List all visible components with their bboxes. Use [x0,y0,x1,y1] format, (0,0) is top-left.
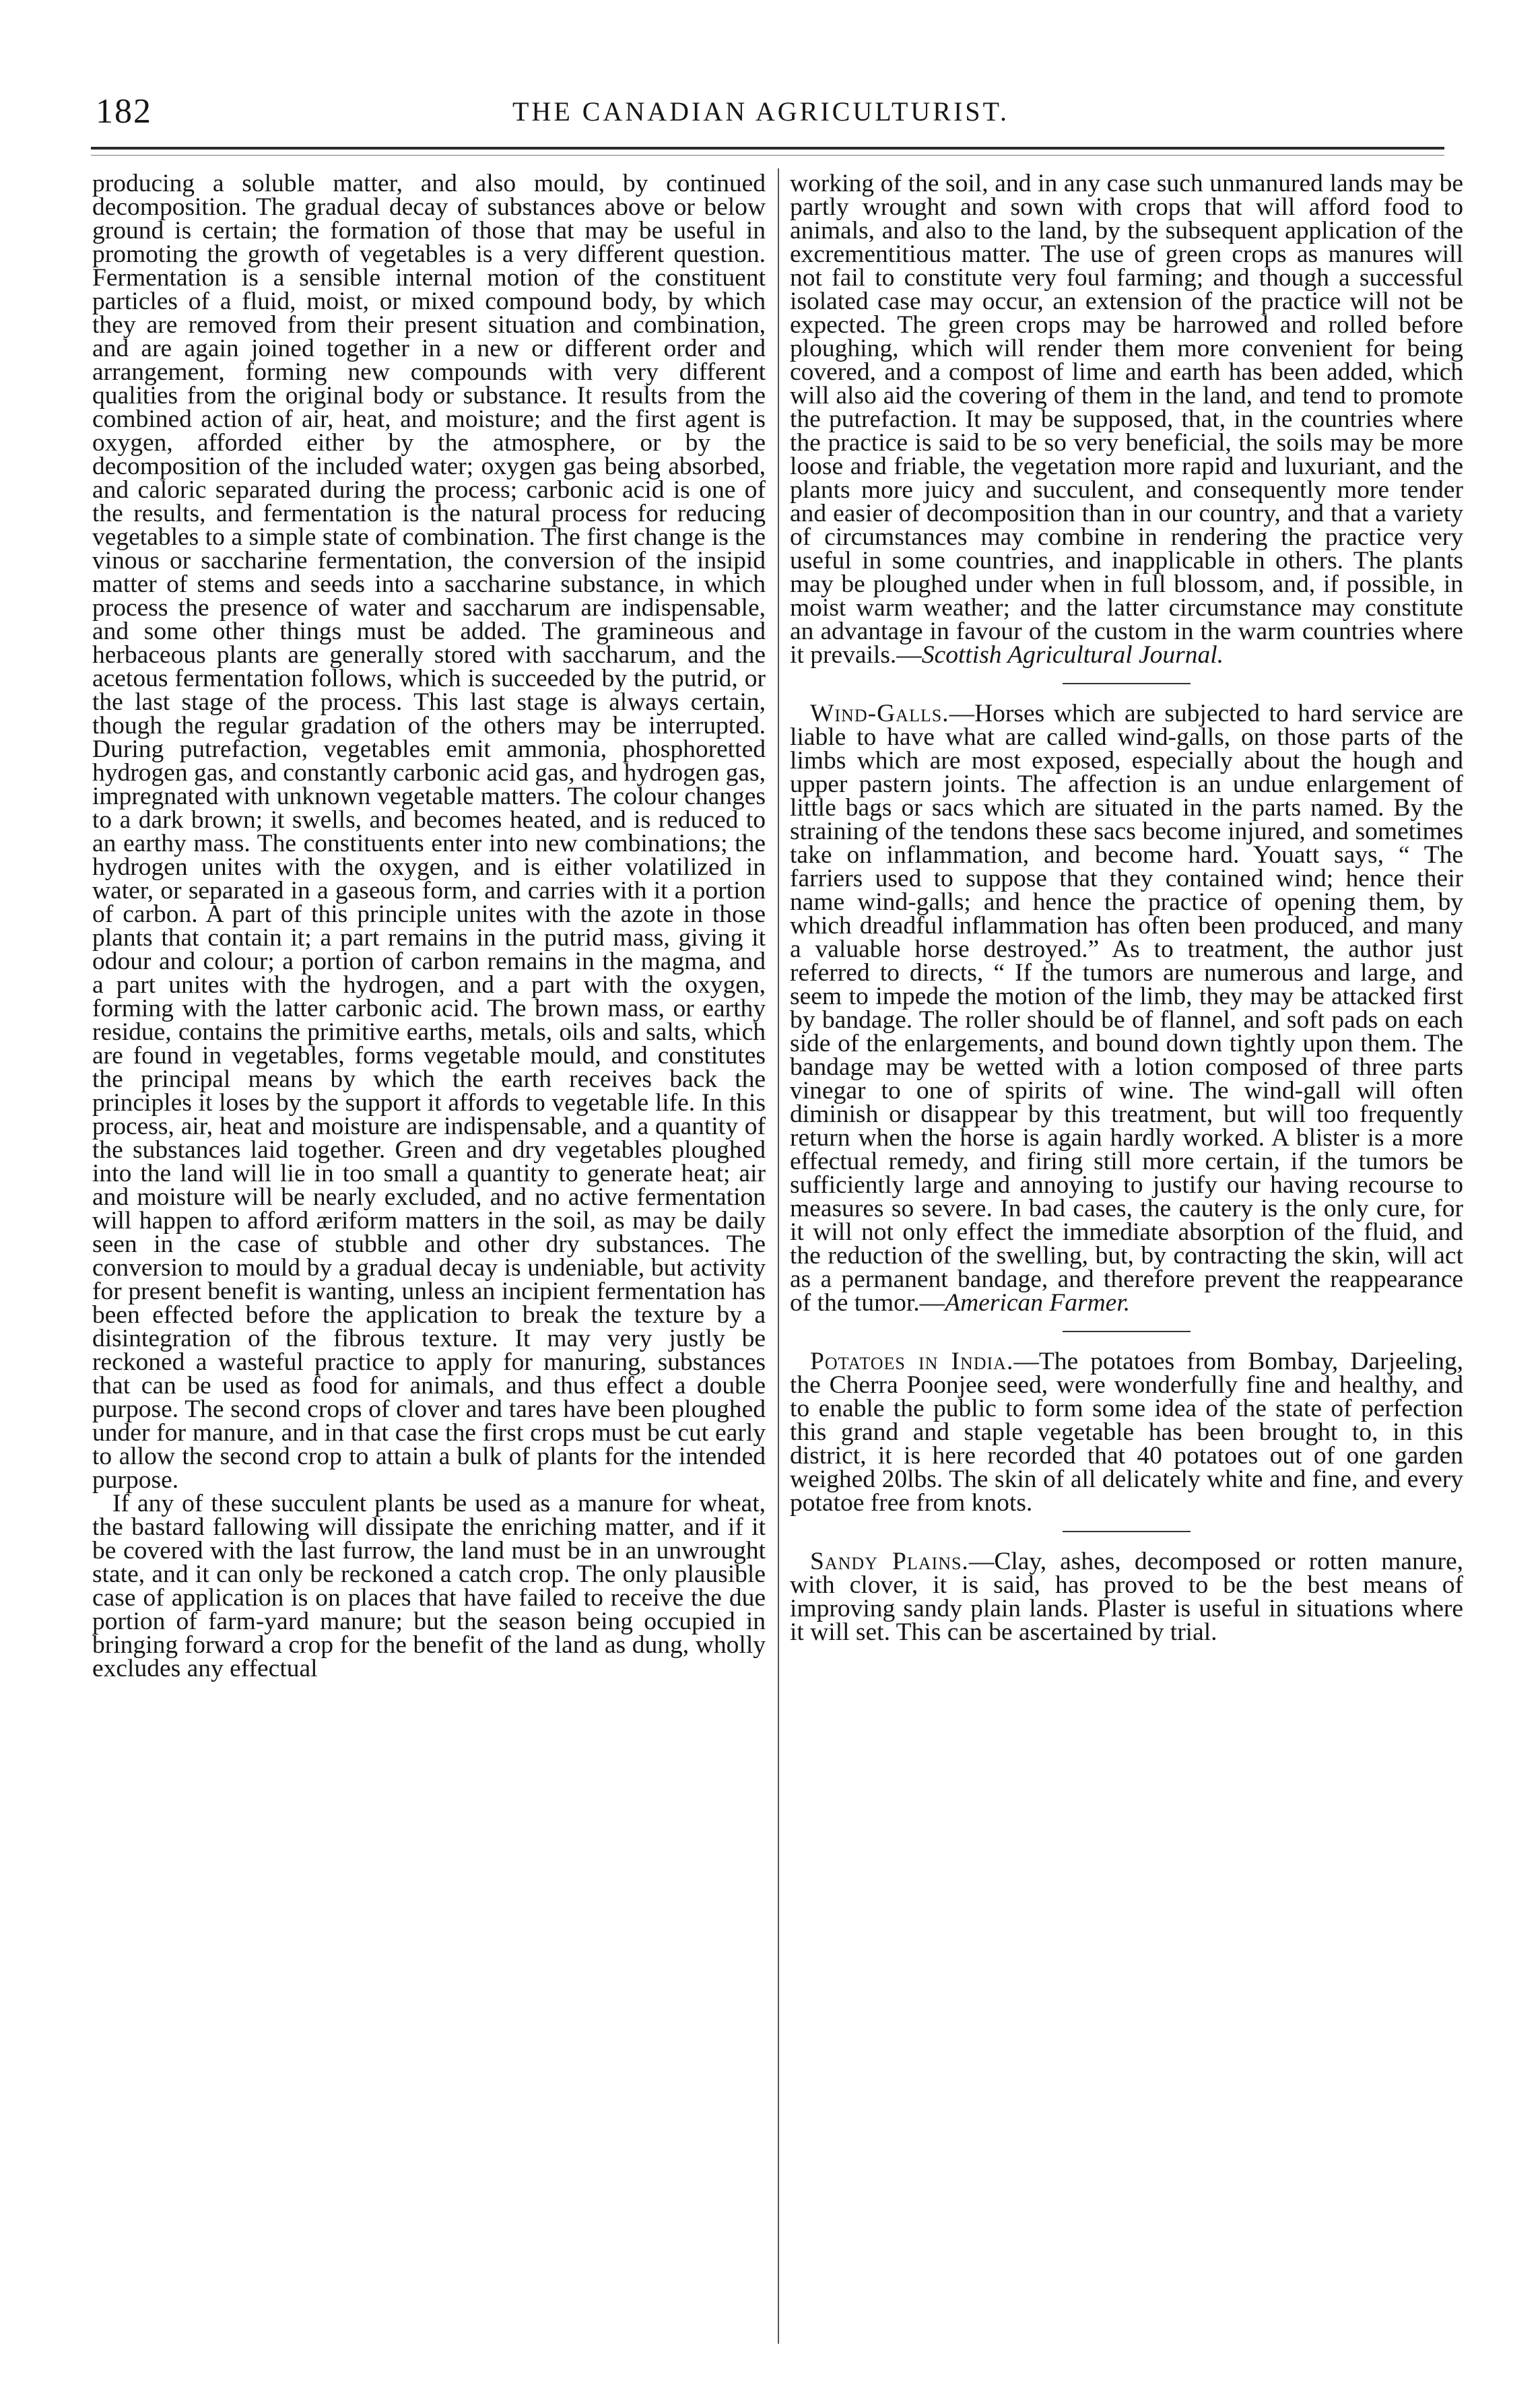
succulent-plants-paragraph: If any of these succulent plants be used as a manure for wheat, the bastard fallowing will dissipate the enriching matter, and if it be covered with the last furrow, the land must be in an unwrought state, and it can only be reckoned a catch crop. The only plausible case of application is on places that have failed to receive the due portion of farm-yard manure; but the season being occupied in bringing forward a crop for the benefit of the land as dung, wholly excludes any effectual [92,1490,766,1682]
header-rule-thin [91,155,1444,156]
manure-continuation [790,172,1463,667]
article-separator [1063,1331,1191,1332]
column-divider [778,168,779,2344]
potatoes-title: Potatoes in India. [810,1348,1014,1375]
page-header [88,86,1434,140]
continuation-text: working of the soil, and in any case such unmanured lands may be partly wrought and sown with crops that will afford food to animals, and also to the land, by the subsequent application of the excrementitious matter. The use of green crops as manures will not fail to constitute very foul farming; and though a successful isolated case may occur, an extension of the practice will not be expected. The green crops may be harrowed and rolled before ploughing, which will render them more convenient for being covered, and a compost of lime and earth has been added, which will also aid the covering of them in the land, and tend to promote the putrefaction. It may be supposed, that, in the countries where the practice is said to be so very beneficial, the soils may be more loose and friable, the vegetation more rapid and luxuriant, and the plants more juicy and succulent, and consequently more tender and easier of decomposition than in our country, and that a variety of circumstances may combine in rendering the practice very useful in some countries, and inapplicable in others. The plants may be ploughed under when in full blossom, and, if possible, in moist warm weather; and the latter circumstance may constitute an advantage in favour of the custom in the warm countries where it prevails.— [790,170,1463,669]
fermentation-paragraph: producing a soluble matter, and also mould, by continued decomposition. The gradual decay of substances above or below ground is certain; the formation of those that may be useful in promoting the growth of vegetables is a very different question. Fermentation is a sensible internal motion of the constituent particles of a fluid, moist, or mixed compound body, by which they are removed from their present situation and combination, and are again joined together in a new or different order and arrangement, forming new compounds with very different qualities from the original body or substance. It results from the combined action of air, heat, and moisture; and the first agent is oxygen, afforded either by the atmosphere, or by the decomposition of the included water; oxygen gas being absorbed, and caloric separated during the process; carbonic acid is one of the results, and fermentation is the natural process for reducing vegetables to a simple state of combination. The first change is the vinous or saccharine fermentation, the conversion of the insipid matter of stems and seeds into a saccharine substance, in which process the presence of water and saccharum are indispensable, and some other things must be added. The gramineous and herbaceous plants are generally stored with saccharum, and the acetous fermentation follows, which is succeeded by the putrid, or the last stage of the process. This last stage is always certain, though the regular gradation of the others may be interrupted. During putrefaction, vegetables emit ammonia, phosphoretted hydrogen gas, and constantly carbonic acid gas, and hydrogen gas, impregnated with unknown vegetable matters. The colour changes to a dark brown; it swells, and becomes heated, and is reduced to an earthy mass. The constituents enter into new combinations; the hydrogen unites with the oxygen, and is either volatilized in water, or separated in a gaseous form, and carries with it a portion of carbon. A part of this principle unites with the azote in those plants that contain it; a part remains in the putrid mass, giving it odour and colour; a portion of carbon remains in the magma, and a part unites with the hydrogen, and a part with the oxygen, forming with the latter carbonic acid. The brown mass, or earthy residue, contains the primitive earths, metals, oils and salts, which are found in vegetables, forms vegetable mould, and constitutes the principal means by which the earth receives back the principles it loses by the support it affords to vegetable life. In this process, air, heat and moisture are indispensable, and a quantity of the substances laid together. Green and dry vegetables ploughed into the land will lie in too small a quantity to generate heat; air and moisture will be nearly excluded, and no active fermentation will happen to afford æriform matters in the soil, as may be daily seen in the case of stubble and other dry substances. The conversion to mould by a gradual decay is undeniable, but activity for present benefit is wanting, unless an incipient fermentation has been effected before the application to break the texture by a disintegration of the fibrous texture. It may very justly be reckoned a wasteful practice to apply for manuring, substances that can be used as food for animals, and thus effect a double purpose. The second crops of clover and tares have been ploughed under for manure, and in that case the first crops must be cut early to allow the second crop to attain a bulk of plants for the intended purpose. [92,170,766,1494]
article-separator [1063,1531,1191,1532]
sandy-plains-body: —Clay, ashes, decomposed or rotten manure, with clover, it is said, has proved to be the best means of improving sandy plain lands. Plaster is useful in situations where it will set. This can be ascertained by trial. [790,1548,1463,1646]
running-title: THE CANADIAN AGRICULTURIST. [512,96,1009,127]
header-rule [91,147,1444,150]
continuation-source: Scottish Agricultural Journal. [921,641,1224,669]
sandy-plains-article [790,1550,1463,1644]
windgalls-source: American Farmer. [945,1289,1131,1317]
potatoes-body: —The potatoes from Bombay, Darjeeling, the Cherra Poonjee seed, were wonderfully fine and healthy, and to enable the public to form some idea of the state of perfection this grand and staple vegetable has been brought to, in this district, it is here recorded that 40 potatoes out of one garden weighed 20lbs. The skin of all delicately white and fine, and every potatoe free from knots. [790,1348,1463,1517]
windgalls-title: Wind-Galls. [810,700,949,727]
potatoes-article [790,1350,1463,1515]
page-number: 182 [96,92,152,131]
article-separator [1063,683,1191,684]
windgalls-article [790,702,1463,1315]
sandy-plains-title: Sandy Plains. [810,1548,969,1575]
windgalls-body: —Horses which are subjected to hard service are liable to have what are called wind-galls, on those parts of the limbs which are most exposed, especially about the hough and upper pastern joints. The affection is an undue enlargement of little bags or sacs which are situated in the parts named. By the straining of the tendons these sacs become injured, and sometimes take on inflammation, and become hard. Youatt says, “ The farriers used to suppose that they contained wind; hence their name wind-galls; and hence the practice of opening them, by which dreadful inflammation has often been produced, and many a valuable horse destroyed.” As to treatment, the author just referred to directs, “ If the tumors are numerous and large, and seem to impede the motion of the limb, they may be attacked first by bandage. The roller should be of flannel, and soft pads on each side of the enlargements, and bound down tightly upon them. The bandage may be wetted with a lotion composed of three parts vinegar to one of spirits of wine. The wind-gall will often diminish or disappear by this treatment, but will too frequently return when the horse is again hardly worked. A blister is a more effectual remedy, and firing still more certain, if the tumors be sufficiently large and annoying to justify our having recourse to measures so severe. In bad cases, the cautery is the only cure, for it will not only effect the immediate absorption of the fluid, and the reduction of the swelling, but, by contracting the skin, will act as a permanent bandage, and therefore prevent the reappearance of the tumor.— [790,700,1463,1317]
left-column [92,172,766,1680]
right-column [790,172,1463,1644]
